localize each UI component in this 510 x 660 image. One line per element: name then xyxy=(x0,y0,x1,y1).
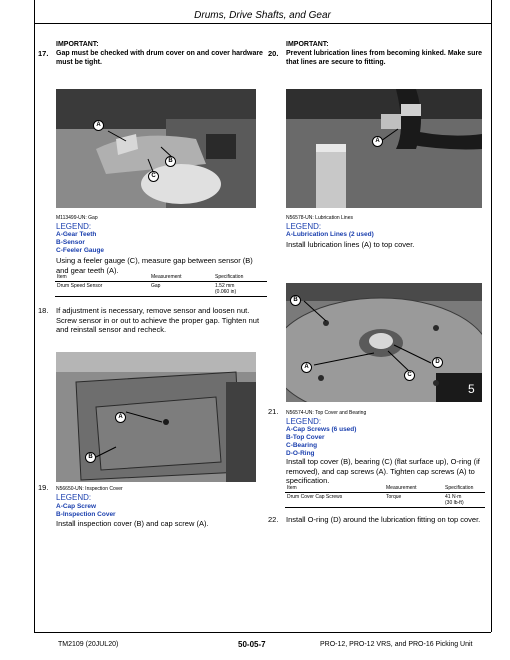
spec-value: 1.52 mm xyxy=(215,283,235,289)
gap-spec-table xyxy=(55,273,267,297)
gap-instruction: Using a feeler gauge (C), measure gap between sensor (B) and gear teeth (A). xyxy=(56,256,253,275)
inspection-photo-caption: N56650-UN: Inspection Cover xyxy=(56,486,123,492)
lubrication-photo-caption: N56578-UN: Lubrication Lines xyxy=(286,215,353,221)
svg-text:5: 5 xyxy=(468,382,475,396)
table-cell: Drum Cover Cap Screws xyxy=(285,493,384,508)
footer-divider xyxy=(34,632,491,633)
spec-value: 41 N·m xyxy=(445,494,462,500)
step-21-number: 21. xyxy=(268,407,279,416)
table-header: Measurement xyxy=(149,273,213,282)
legend-item: B-Sensor xyxy=(56,239,85,246)
callout-b-sensor: B xyxy=(165,156,176,167)
page-title: Drums, Drive Shafts, and Gear xyxy=(194,10,331,21)
step-22-text: Install O-ring (D) around the lubrication fitting on top cover. xyxy=(286,515,481,524)
step-17-text: Gap must be checked with drum cover on and cover hardware must be tight. xyxy=(56,50,263,66)
callout-c-bearing: C xyxy=(404,370,415,381)
table-cell: Drum Speed Sensor xyxy=(55,282,149,297)
callout-a-cap-screws: A xyxy=(301,362,312,373)
gap-legend-title: LEGEND: xyxy=(56,222,92,231)
lubrication-instruction: Install lubrication lines (A) to top cover. xyxy=(286,240,415,249)
step-18-text: If adjustment is necessary, remove sensor and loosen nut. Screw sensor in or out to achieve the proper gap. Tighten nut and reinstall sensor and recheck. xyxy=(56,306,260,334)
header-divider xyxy=(34,23,491,24)
table-header: Item xyxy=(55,273,149,282)
callout-b-top-cover: B xyxy=(290,295,301,306)
spec-value-imperial: (30 lb-ft) xyxy=(445,500,464,506)
table-cell: Gap xyxy=(149,282,213,297)
inspection-legend-title: LEGEND: xyxy=(56,493,92,502)
inspection-instruction: Install inspection cover (B) and cap screw (A). xyxy=(56,519,209,528)
callout-a-gear-teeth: A xyxy=(93,120,104,131)
callout-a-cap-screw: A xyxy=(115,412,126,423)
step-17-number: 17. xyxy=(38,49,49,58)
table-cell xyxy=(213,282,267,297)
step-20-number: 20. xyxy=(268,49,279,58)
footer-product: PRO-12, PRO-12 VRS, and PRO-16 Picking Unit xyxy=(320,641,473,648)
top-cover-spec-table xyxy=(285,484,485,508)
top-cover-legend-title: LEGEND: xyxy=(286,417,322,426)
callout-c-feeler-gauge: C xyxy=(148,171,159,182)
legend-item: A-Cap Screw xyxy=(56,503,97,510)
footer-page-number: 50-05-7 xyxy=(238,640,266,649)
legend-item: A-Lubrication Lines (2 used) xyxy=(286,231,374,238)
lubrication-legend-title: LEGEND: xyxy=(286,222,322,231)
step-22-number: 22. xyxy=(268,515,279,524)
callout-d-o-ring: D xyxy=(432,357,443,368)
gap-photo-caption: M113499-UN: Gap xyxy=(56,215,98,221)
gap-photo xyxy=(56,89,256,208)
spec-value-imperial: (0.060 in) xyxy=(215,289,237,295)
lubrication-lines-photo xyxy=(286,89,482,208)
legend-item: C-Bearing xyxy=(286,442,318,449)
step-20-text: Prevent lubrication lines from becoming kinked. Make sure that lines are secure to fitting. xyxy=(286,50,483,66)
legend-item: C-Feeler Gauge xyxy=(56,247,105,254)
step-18-number: 18. xyxy=(38,306,49,315)
top-cover-photo-caption: N56574-UN: Top Cover and Bearing xyxy=(286,410,367,416)
legend-item: B-Inspection Cover xyxy=(56,511,116,518)
footer-doc-id: TM2109 (20JUL20) xyxy=(58,641,119,648)
table-header: Specification xyxy=(213,273,267,282)
legend-item: A-Gear Teeth xyxy=(56,231,97,238)
inspection-cover-photo xyxy=(56,352,256,482)
legend-item: A-Cap Screws (6 used) xyxy=(286,426,357,433)
legend-item: D-O-Ring xyxy=(286,450,315,457)
table-cell xyxy=(443,493,485,508)
top-cover-photo xyxy=(286,283,482,402)
table-header: Item xyxy=(285,484,384,493)
top-cover-instruction: Install top cover (B), bearing (C) (flat surface up), O-ring (if removed), and cap screws (A). Tighten cap screws (A) to specification. xyxy=(286,457,480,485)
legend-item: B-Top Cover xyxy=(286,434,325,441)
table-header: Specification xyxy=(443,484,485,493)
callout-a-lubrication-lines: A xyxy=(372,136,383,147)
callout-b-inspection-cover: B xyxy=(85,452,96,463)
table-cell: Torque xyxy=(384,493,443,508)
important-label-right: IMPORTANT: xyxy=(286,41,329,48)
table-header: Measurement xyxy=(384,484,443,493)
important-label-left: IMPORTANT: xyxy=(56,41,99,48)
step-19-number: 19. xyxy=(38,483,49,492)
